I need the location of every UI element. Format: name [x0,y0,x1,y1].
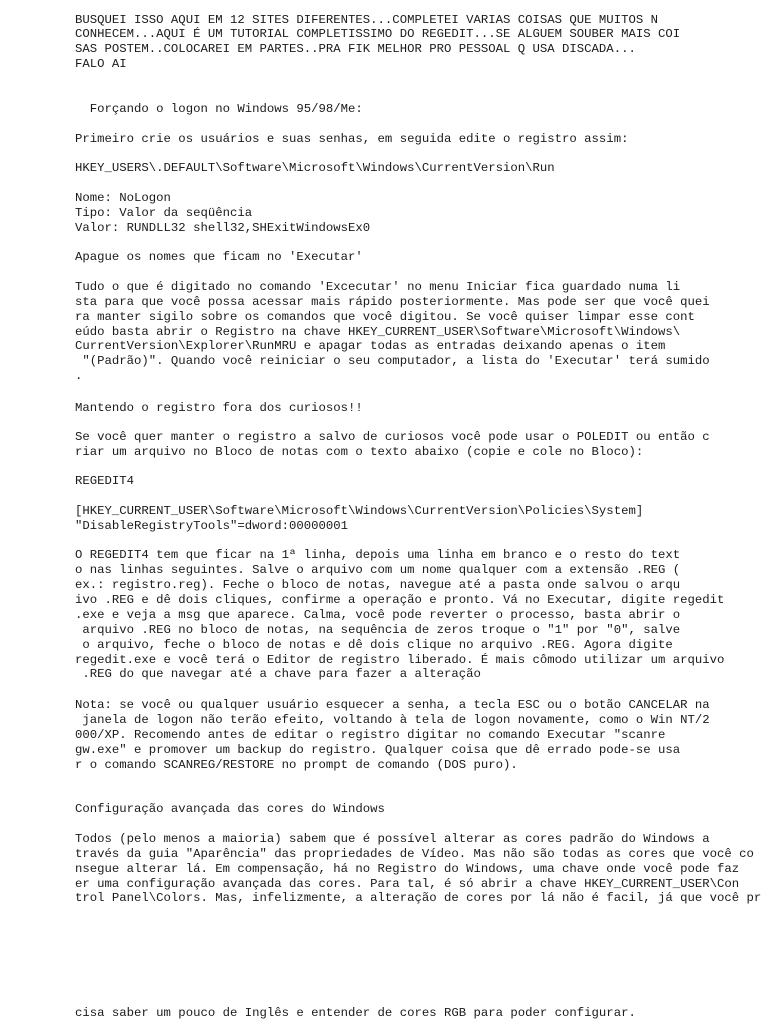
text-line: .REG do que navegar até a chave para fazer a alteração [75,667,481,681]
section-heading: Forçando o logon no Windows 95/98/Me: [75,102,363,116]
text-line: er uma configuração avançada das cores. Para tal, é só abrir a chave HKEY_CURRENT_USER\Con [75,877,740,891]
code-line: [HKEY_CURRENT_USER\Software\Microsoft\Windows\CurrentVersion\Policies\System] [75,504,644,518]
text-line: ivo .REG e dê dois cliques, confirme a operação e pronto. Vá no Executar, digite regedit [75,593,725,607]
text-line: Se você quer manter o registro a salvo de curiosos você pode usar o POLEDIT ou então c [75,430,710,444]
text-line: o arquivo, feche o bloco de notas e dê dois clique no arquivo .REG. Agora digite [75,638,673,652]
section-heading: Apague os nomes que ficam no 'Executar' [75,250,363,264]
text-line: r o comando SCANREG/RESTORE no prompt de comando (DOS puro). [75,758,518,772]
text-line: regedit.exe e você terá o Editor de registro liberado. É mais cômodo utilizar um arquivo [75,653,725,667]
section-heading: Mantendo o registro fora dos curiosos!! [75,401,363,415]
text-line: ra manter sigilo sobre os comandos que você digitou. Se você quiser limpar esse cont [75,310,695,324]
text-line: gw.exe" e promover um backup do registro. Qualquer coisa que dê errado pode-se usa [75,743,681,757]
text-line: "(Padrão)". Quando você reiniciar o seu computador, a lista do 'Executar' terá sumido [75,354,710,368]
text-line: nsegue alterar lá. Em compensação, há no Registro do Windows, uma chave onde você pode faz [75,862,740,876]
text-line: CONHECEM...AQUI É UM TUTORIAL COMPLETISSIMO DO REGEDIT...SE ALGUEM SOUBER MAIS COI [75,27,681,41]
text-line: Todos (pelo menos a maioria) sabem que é possível alterar as cores padrão do Windows a [75,832,710,846]
text-line: cisa saber um pouco de Inglês e entender de cores RGB para poder configurar. [75,1006,636,1020]
text-line: janela de logon não terão efeito, voltando à tela de logon novamente, como o Win NT/2 [75,713,710,727]
text-line: Tipo: Valor da seqüência [75,206,253,220]
text-line: SAS POSTEM..COLOCAREI EM PARTES..PRA FIK MELHOR PRO PESSOAL Q USA DISCADA... [75,42,636,56]
text-line: sta para que você possa acessar mais rápido posteriormente. Mas pode ser que você quei [75,295,710,309]
text-line: Valor: RUNDLL32 shell32,SHExitWindowsEx0 [75,221,371,235]
text-line: eúdo basta abrir o Registro na chave HKEY_CURRENT_USER\Software\Microsoft\Windows\ [75,325,681,339]
text-line: Primeiro crie os usuários e suas senhas, em seguida edite o registro assim: [75,132,629,146]
text-line: arquivo .REG no bloco de notas, na sequência de zeros troque o "1" por "0", salve [75,623,681,637]
text-line: 000/XP. Recomendo antes de editar o registro digitar no comando Executar "scanre [75,728,666,742]
text-line: trol Panel\Colors. Mas, infelizmente, a alteração de cores por lá não é facil, já que você pr [75,891,762,905]
text-line: través da guia "Aparência" das propriedades de Vídeo. Mas não são todas as cores que você co [75,847,754,861]
text-line: Nome: NoLogon [75,191,171,205]
text-line: . [75,369,83,383]
text-line: FALO AI [75,57,127,71]
text-line: O REGEDIT4 tem que ficar na 1ª linha, depois uma linha em branco e o resto do text [75,548,681,562]
code-line: REGEDIT4 [75,474,135,488]
text-line: BUSQUEI ISSO AQUI EM 12 SITES DIFERENTES...COMPLETEI VARIAS COISAS QUE MUITOS N [75,13,658,27]
text-line: .exe e veja a msg que aparece. Calma, você pode reverter o processo, basta abrir o [75,608,681,622]
text-line: riar um arquivo no Bloco de notas com o texto abaixo (copie e cole no Bloco): [75,445,644,459]
text-line: CurrentVersion\Explorer\RunMRU e apagar todas as entradas deixando apenas o item [75,339,666,353]
code-line: "DisableRegistryTools"=dword:00000001 [75,519,349,533]
registry-path: HKEY_USERS\.DEFAULT\Software\Microsoft\Windows\CurrentVersion\Run [75,161,555,175]
section-heading: Configuração avançada das cores do Windows [75,802,385,816]
text-line: o nas linhas seguintes. Salve o arquivo com um nome qualquer com a extensão .REG ( [75,563,681,577]
text-line: Nota: se você ou qualquer usuário esquecer a senha, a tecla ESC ou o botão CANCELAR na [75,698,710,712]
text-line: ex.: registro.reg). Feche o bloco de notas, navegue até a pasta onde salvou o arqu [75,578,681,592]
text-line: Tudo o que é digitado no comando 'Excecutar' no menu Iniciar fica guardado numa li [75,280,681,294]
